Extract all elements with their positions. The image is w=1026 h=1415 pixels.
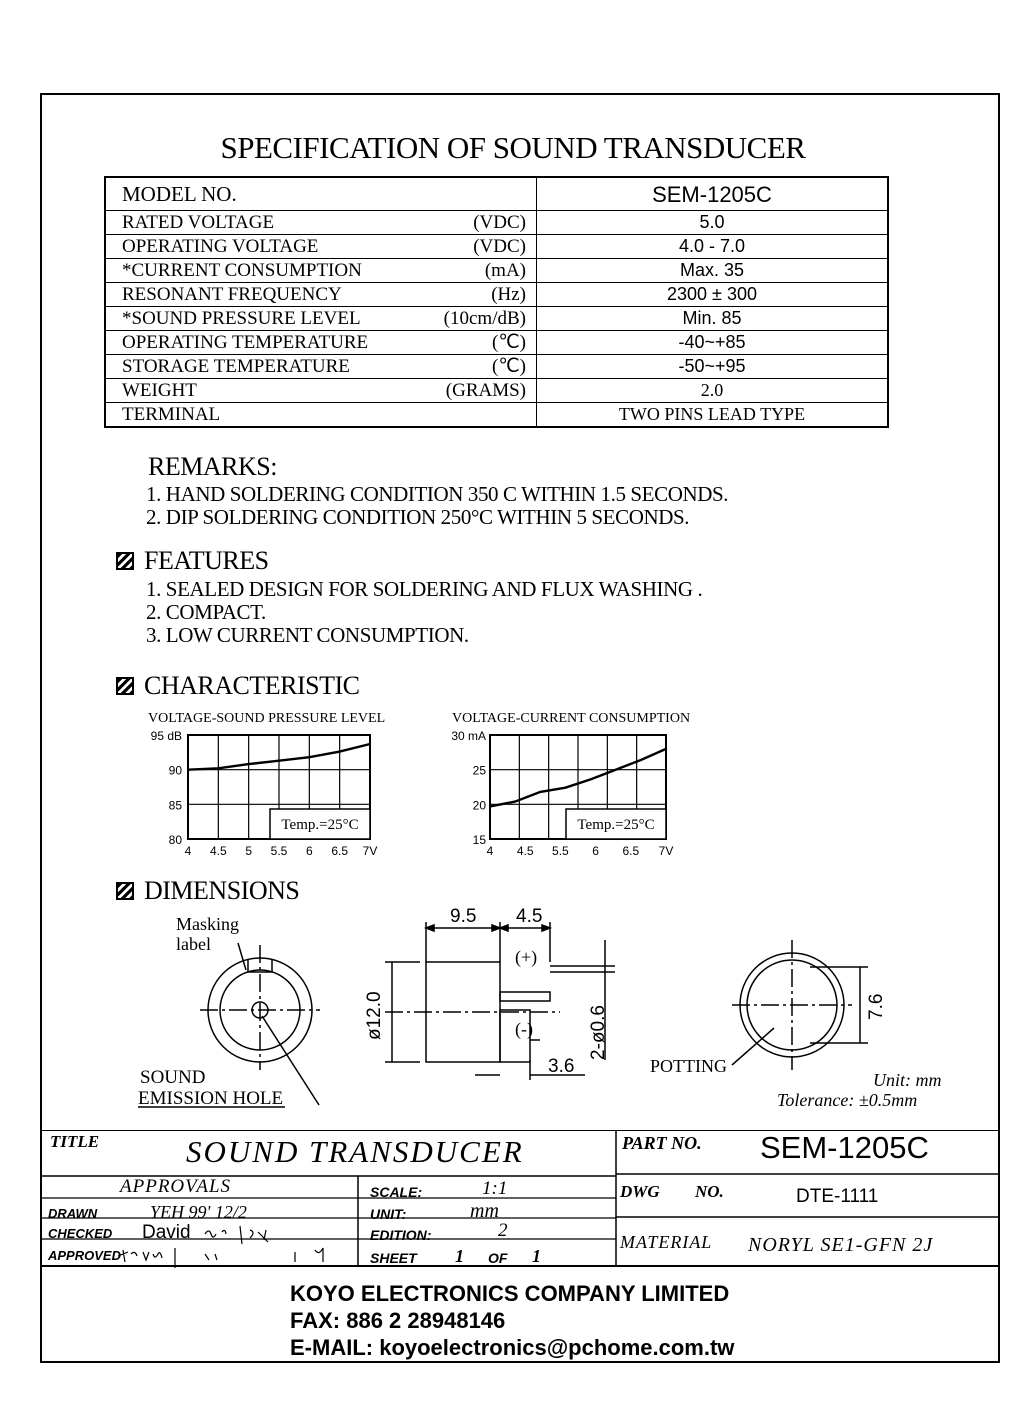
spec-row [105,211,888,235]
scale-value: 1:1 [482,1178,508,1199]
company-fax: FAX: 886 2 28948146 [290,1308,506,1333]
dimension-drawings [120,900,1000,1115]
spec-row [105,379,888,403]
dim-diameter: ø12.0 [364,991,385,1040]
remark-item: 1. HAND SOLDERING CONDITION 350 C WITHIN 1.5 SECONDS. [146,482,729,506]
part-no-value: SEM-1205C [760,1130,929,1165]
spec-name: *CURRENT CONSUMPTION [105,259,410,283]
dimensions-heading-text: DIMENSIONS [144,876,300,905]
page-title: SPECIFICATION OF SOUND TRANSDUCER [220,130,806,165]
spec-name: OPERATING VOLTAGE [105,235,410,259]
sheet-label: SHEET [370,1250,417,1266]
x-tick-label: 6 [305,844,313,858]
x-tick-label: 5.5 [552,844,569,858]
chart-voltage-current [451,711,690,858]
spec-unit: (℃) [410,331,536,355]
sheet-value: 1 [455,1246,464,1266]
spec-value: 2.0 [537,379,889,403]
characteristic-charts [140,705,740,865]
spec-row [105,283,888,307]
y-tick-label: 30 mA [451,729,486,743]
masking-label-line1: Masking [176,914,239,934]
part-no-label: PART NO. [622,1133,702,1153]
title-value: SOUND TRANSDUCER [186,1134,524,1169]
spec-name: RATED VOLTAGE [105,211,410,235]
drawn-value: YEH 99' 12/2 [150,1202,247,1222]
x-tick-label: 7V [658,844,674,858]
spec-value: 5.0 [537,211,889,235]
spec-unit: (10cm/dB) [410,307,536,331]
spec-value: -50~+95 [537,355,889,379]
spec-row [105,235,888,259]
approved-label: APPROVED [48,1248,121,1263]
characteristic-heading-text: CHARACTERISTIC [144,671,360,700]
remarks-heading: REMARKS: [148,452,277,481]
features-list [146,578,702,647]
front-view [138,914,320,1109]
hatch-icon [116,552,134,570]
spec-name: WEIGHT [105,379,410,403]
spec-value: Min. 85 [537,307,889,331]
material-label: MATERIAL [620,1232,713,1252]
spec-unit: (VDC) [410,235,536,259]
chart-title: VOLTAGE-CURRENT CONSUMPTION [452,711,691,726]
spec-value: 2300 ± 300 [537,283,889,307]
dwg-label: DWG [620,1182,660,1201]
masking-label-line2: label [176,934,211,954]
spec-name: TERMINAL [105,403,410,428]
of-value: 1 [532,1246,541,1266]
y-tick-label: 20 [472,798,486,813]
spec-header-row [105,177,888,211]
x-tick-label: 7V [362,844,378,858]
y-tick-label: 15 [472,833,486,847]
spec-table [104,176,889,428]
model-no-value: SEM-1205C [537,177,889,211]
y-tick-label: 85 [168,798,182,813]
side-view [364,906,615,1080]
rear-view [650,940,887,1076]
dwg-value: DTE-1111 [796,1186,879,1207]
spec-row [105,331,888,355]
dim-9-5: 9.5 [450,906,477,927]
spec-row [105,355,888,379]
drawn-label: DRAWN [48,1206,98,1221]
dwg-no-label: NO. [695,1182,724,1201]
unit-note: Unit: mm [873,1070,942,1090]
spec-name: STORAGE TEMPERATURE [105,355,410,379]
dim-3-6: 3.6 [548,1056,575,1077]
x-tick-label: 6.5 [331,844,349,858]
hatch-icon [116,677,134,695]
x-tick-label: 4.5 [516,844,534,858]
spec-unit: (mA) [410,259,536,283]
x-tick-label: 6 [592,844,599,858]
spec-name: *SOUND PRESSURE LEVEL [105,307,410,331]
unit-value: mm [470,1200,499,1222]
company-email: E-MAIL: koyoelectronics@pchome.com.tw [290,1335,735,1360]
scale-label: SCALE: [370,1184,423,1200]
spec-unit: (GRAMS) [410,379,536,403]
spec-unit: (VDC) [410,211,536,235]
approvals-label: APPROVALS [120,1176,232,1197]
dim-pins: 2-ø0.6 [588,1005,609,1060]
x-tick-label: 5.5 [270,844,288,858]
dim-7-6: 7.6 [866,993,887,1020]
spec-row [105,403,888,428]
hatch-icon [116,882,134,900]
spec-unit: (℃) [410,355,536,379]
x-tick-label: 4.5 [209,844,227,858]
characteristic-heading [116,671,359,701]
features-heading-text: FEATURES [144,546,269,575]
approved-signature [115,1242,365,1270]
dim-minus: (-) [515,1019,533,1039]
annotation-text: Temp.=25°C [281,817,359,833]
sound-hole-line1: SOUND [140,1067,206,1088]
title-label: TITLE [50,1132,100,1151]
potting-label: POTTING [650,1056,727,1076]
features-heading [116,546,269,576]
tolerance-note: Tolerance: ±0.5mm [777,1090,918,1110]
feature-item: 1. SEALED DESIGN FOR SOLDERING AND FLUX WASHING . [146,577,703,601]
x-tick-label: 4 [184,844,192,858]
spec-unit [410,403,536,428]
checked-value: David [142,1222,191,1243]
edition-label: EDITION: [370,1227,432,1243]
remark-item: 2. DIP SOLDERING CONDITION 250°C WITHIN 5 SECONDS. [146,505,690,529]
chart-title: VOLTAGE-SOUND PRESSURE LEVEL [148,711,386,726]
chart-voltage-spl [148,711,385,858]
of-label: OF [488,1250,508,1266]
spec-name: RESONANT FREQUENCY [105,283,410,307]
annotation-text: Temp.=25°C [577,817,655,833]
spec-value: 4.0 - 7.0 [537,235,889,259]
company-name: KOYO ELECTRONICS COMPANY LIMITED [290,1281,730,1306]
x-tick-label: 4 [486,844,494,858]
spec-value: TWO PINS LEAD TYPE [537,403,889,428]
model-no-label: MODEL NO. [105,177,537,211]
spec-value: Max. 35 [537,259,889,283]
material-value: NORYL SE1-GFN 2J [748,1234,934,1256]
unit-label: UNIT: [370,1206,407,1222]
edition-value: 2 [498,1220,508,1241]
checked-label: CHECKED [48,1226,113,1241]
spec-value: -40~+85 [537,331,889,355]
y-tick-label: 25 [472,763,486,778]
spec-unit: (Hz) [410,283,536,307]
x-tick-label: 6.5 [622,844,640,858]
spec-row [105,307,888,331]
y-tick-label: 80 [168,833,182,847]
dim-plus: (+) [515,947,538,967]
y-tick-label: 90 [168,763,182,778]
spec-name: OPERATING TEMPERATURE [105,331,410,355]
company-info [290,1280,734,1361]
feature-item: 3. LOW CURRENT CONSUMPTION. [146,623,469,647]
spec-row [105,259,888,283]
y-tick-label: 95 dB [150,729,182,743]
remarks-list [146,483,728,529]
dim-4-5: 4.5 [516,906,543,927]
sound-hole-line2: EMISSION HOLE [138,1088,284,1109]
x-tick-label: 5 [245,844,253,858]
feature-item: 2. COMPACT. [146,600,266,624]
